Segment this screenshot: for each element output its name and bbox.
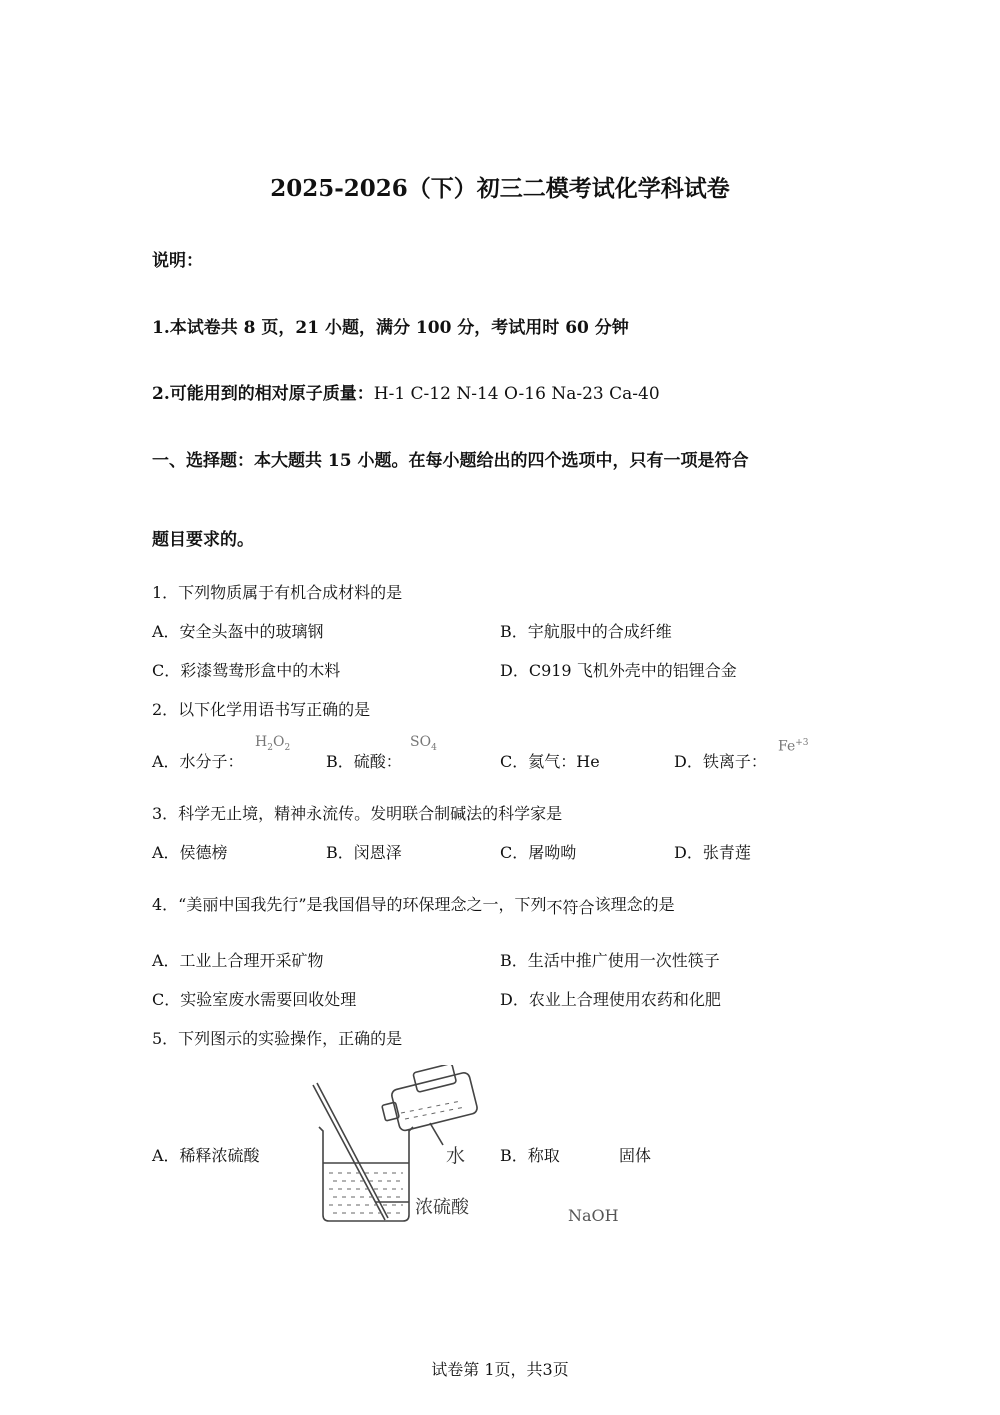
notes-line-2-masses: H-1 C-12 N-14 O-16 Na-23 Ca-40 (373, 384, 660, 404)
question-2-option-a: A．水分子： (152, 752, 244, 771)
notes-heading: 说明： (152, 251, 203, 271)
reagent-bottle (376, 1065, 478, 1135)
notes-line-2 (152, 379, 660, 404)
figure-label-naoh: NaOH (568, 1206, 619, 1225)
question-4-option-a: A．工业上合理开采矿物 (152, 951, 324, 970)
page-footer: 试卷第 1页，共3页 (431, 1360, 569, 1379)
notes-line-1: 1.本试卷共 8 页，21 小题，满分 100 分，考试用时 60 分钟 (152, 318, 629, 338)
question-4-stem-start: 4．“美丽中国我先行”是我国倡导的环保理念之一，下列 (152, 895, 547, 914)
section-heading-line-1: 一、选择题：本大题共 15 小题。在每小题给出的四个选项中，只有一项是符合 (152, 451, 749, 471)
formula-b-so: SO (410, 734, 432, 750)
question-4-stem-end: 该理念的是 (594, 895, 675, 914)
question-2-stem: 2．以下化学用语书写正确的是 (152, 700, 371, 719)
formula-a-h: H (255, 734, 268, 750)
question-4-stem (152, 892, 675, 915)
notes-line-2-label: 2.可能用到的相对原子质量： (152, 384, 374, 404)
formula-a-sub-2: 2 (284, 742, 291, 753)
section-heading-line-2: 题目要求的。 (152, 530, 254, 550)
formula-a-sub-1: 2 (267, 742, 273, 753)
question-5-option-b-solid: 固体 (619, 1146, 652, 1165)
question-1-option-d: D．C919 飞机外壳中的铝锂合金 (500, 661, 737, 680)
question-4-option-b: B．生活中推广使用一次性筷子 (500, 951, 720, 970)
question-1-option-b: B．宇航服中的合成纤维 (500, 622, 672, 641)
figure-label-water: 水 (446, 1145, 466, 1167)
question-4-option-c: C．实验室废水需要回收处理 (152, 990, 357, 1009)
question-1-stem: 1．下列物质属于有机合成材料的是 (152, 583, 403, 602)
question-3-option-b: B．闵恩泽 (326, 843, 402, 862)
formula-b-sub: 4 (431, 742, 437, 753)
question-5-stem: 5．下列图示的实验操作，正确的是 (152, 1029, 403, 1048)
question-2-option-b: B．硫酸： (326, 752, 402, 771)
question-1-option-a: A．安全头盔中的玻璃钢 (152, 622, 324, 641)
question-3-option-d: D．张青莲 (674, 843, 751, 862)
formula-sulfuric-acid (410, 734, 437, 753)
figure-label-acid: 浓硫酸 (415, 1197, 469, 1218)
formula-d-sup: +3 (795, 738, 809, 748)
question-3-option-c: C．屠呦呦 (500, 843, 577, 862)
formula-a-o: O (272, 734, 285, 750)
formula-iron-ion (778, 738, 809, 755)
question-5-option-b: B．称取 (500, 1146, 560, 1165)
question-2-option-d: D．铁离子： (674, 752, 767, 771)
formula-water-molecule (255, 734, 290, 753)
question-4-option-d: D．农业上合理使用农药和化肥 (500, 990, 721, 1009)
question-3-stem: 3．科学无止境，精神永流传。发明联合制碱法的科学家是 (152, 804, 563, 823)
question-3-option-a: A．侯德榜 (152, 843, 228, 862)
question-2-option-c: C．氦气：He (500, 752, 600, 771)
question-1-option-c: C．彩漆鸳鸯形盒中的木料 (152, 661, 341, 680)
formula-d-fe: Fe (778, 738, 796, 755)
question-5-option-a: A．稀释浓硫酸 (152, 1146, 260, 1165)
beaker (319, 1127, 413, 1221)
question-4-emphasis: 不符合 (546, 898, 595, 917)
page-title: 2025-2026（下）初三二模考试化学科试卷 (270, 175, 730, 202)
